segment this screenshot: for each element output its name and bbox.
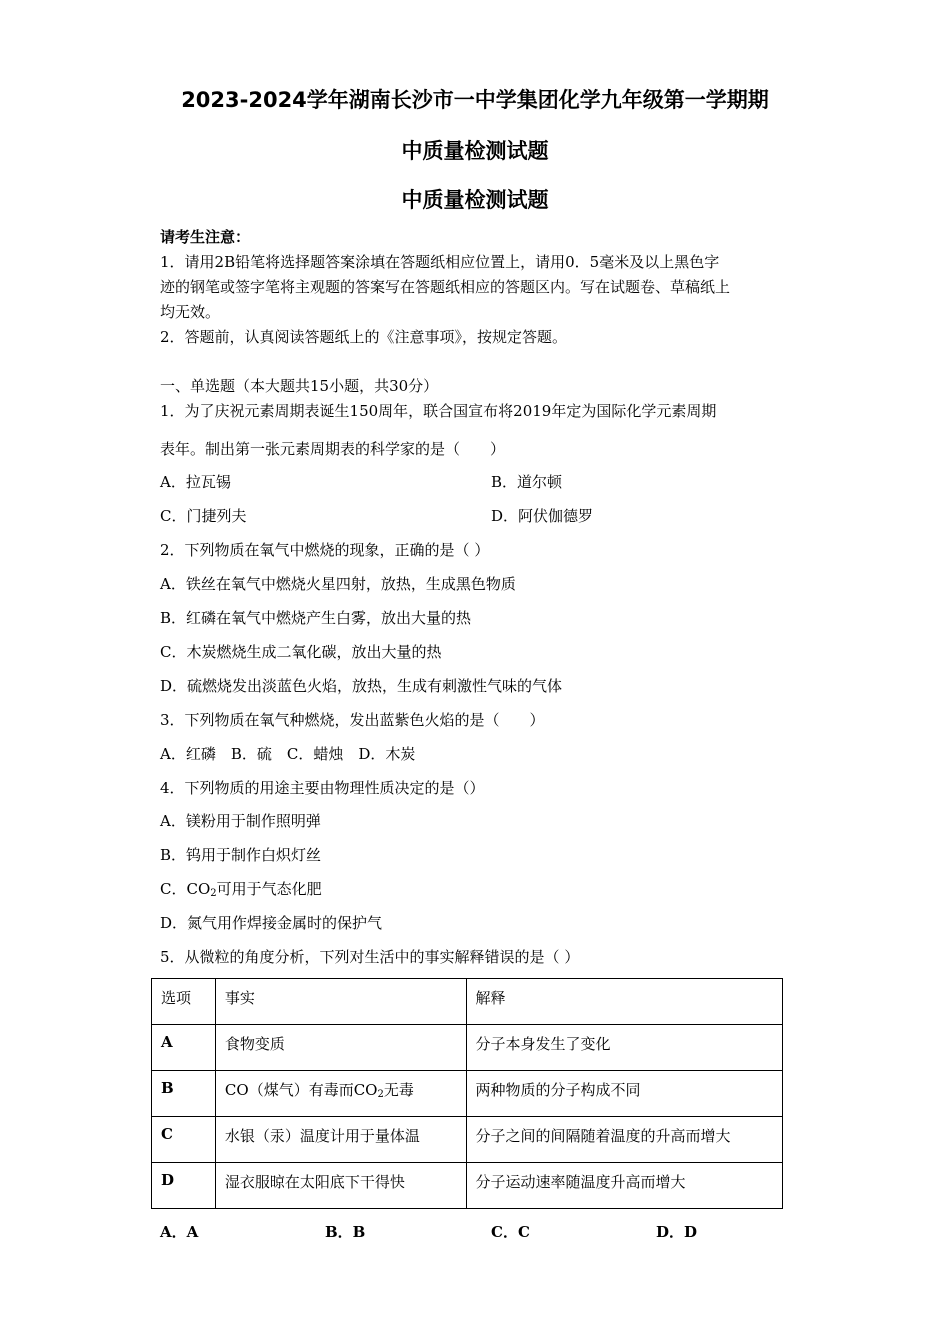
notice-item1-line2: 迹的钢笔或签字笔将主观题的答案写在答题纸相应的答题区内。写在试题卷、草稿纸上 (160, 278, 731, 296)
q4-option-c-post: 可用于气态化肥 (216, 880, 322, 898)
table-cell-explain: 两种物质的分子构成不同 (466, 1071, 782, 1117)
q5-answer-c: C．C (491, 1223, 530, 1241)
exam-title-line2: 中质量检测试题 (401, 139, 549, 163)
notice-heading: 请考生注意： (160, 228, 251, 246)
table-cell-fact: 湿衣服晾在太阳底下干得快 (215, 1163, 466, 1209)
table-cell-explain: 分子之间的间隔随着温度的升高而增大 (466, 1117, 782, 1163)
table-cell-explain: 分子运动速率随温度升高而增大 (466, 1163, 782, 1209)
q4-option-c-pre: C．CO (160, 880, 211, 898)
table-row (152, 1163, 783, 1209)
q1-option-c: C．门捷列夫 (160, 507, 247, 525)
q4-option-b: B．钨用于制作白炽灯丝 (160, 846, 322, 864)
q4-option-d: D．氮气用作焊接金属时的保护气 (160, 914, 383, 932)
table-cell-fact (215, 1071, 466, 1117)
notice-item1-line1: 1．请用2B铅笔将选择题答案涂填在答题纸相应位置上，请用0．5毫米及以上黑色字 (160, 253, 720, 271)
fact-post: 无毒 (383, 1081, 414, 1099)
section-heading: 一、单选题（本大题共15小题，共30分） (160, 377, 439, 395)
table-header-cell: 选项 (152, 979, 216, 1025)
q2-option-a: A．铁丝在氧气中燃烧火星四射，放热，生成黑色物质 (160, 575, 516, 593)
q2-stem: 2．下列物质在氧气中燃烧的现象，正确的是（ ） (160, 541, 490, 559)
q1-option-b: B．道尔顿 (491, 473, 563, 491)
table-cell-option: A (152, 1025, 216, 1071)
q5-stem: 5．从微粒的角度分析，下列对生活中的事实解释错误的是（ ） (160, 948, 580, 966)
q4-option-c-sub: 2 (210, 888, 217, 899)
q4-option-c (160, 878, 322, 905)
table-row (152, 1071, 783, 1117)
q3-stem: 3．下列物质在氧气种燃烧，发出蓝紫色火焰的是（ ） (160, 711, 545, 729)
table-header-row (152, 979, 783, 1025)
table-row (152, 1025, 783, 1071)
q5-table (151, 978, 783, 1209)
exam-title-line3: 中质量检测试题 (401, 188, 549, 212)
table-row (152, 1117, 783, 1163)
table-header-cell: 解释 (466, 979, 782, 1025)
q5-answer-b: B．B (325, 1223, 366, 1241)
fact-sub: 2 (377, 1089, 384, 1100)
table-cell-option: D (152, 1163, 216, 1209)
notice-item2: 2．答题前，认真阅读答题纸上的《注意事项》，按规定答题。 (160, 328, 568, 346)
table-cell-option: C (152, 1117, 216, 1163)
q4-stem: 4．下列物质的用途主要由物理性质决定的是（） (160, 779, 485, 797)
q3-options: A．红磷 B．硫 C．蜡烛 D．木炭 (160, 745, 416, 763)
table-cell-fact: 水银（汞）温度计用于量体温 (215, 1117, 466, 1163)
exam-title-line1: 2023-2024学年湖南长沙市一中学集团化学九年级第一学期期 (181, 88, 769, 112)
q5-answer-d: D．D (656, 1223, 698, 1241)
q1-stem-line2: 表年。制出第一张元素周期表的科学家的是（ ） (160, 440, 506, 458)
table-cell-option: B (152, 1071, 216, 1117)
table-header-cell: 事实 (215, 979, 466, 1025)
q2-option-c: C．木炭燃烧生成二氧化碳，放出大量的热 (160, 643, 442, 661)
q1-option-d: D．阿伏伽德罗 (491, 507, 594, 525)
q1-option-a: A．拉瓦锡 (160, 473, 231, 491)
q5-answer-a: A．A (160, 1223, 199, 1241)
q4-option-a: A．镁粉用于制作照明弹 (160, 812, 321, 830)
table-cell-fact: 食物变质 (215, 1025, 466, 1071)
table-cell-explain: 分子本身发生了变化 (466, 1025, 782, 1071)
fact-pre: CO（煤气）有毒而CO (224, 1081, 378, 1099)
q2-option-b: B．红磷在氧气中燃烧产生白雾，放出大量的热 (160, 609, 472, 627)
notice-item1-line3: 均无效。 (160, 303, 221, 321)
q1-stem-line1: 1．为了庆祝元素周期表诞生150周年，联合国宣布将2019年定为国际化学元素周期 (160, 402, 717, 420)
q2-option-d: D．硫燃烧发出淡蓝色火焰，放热，生成有刺激性气味的气体 (160, 677, 563, 695)
